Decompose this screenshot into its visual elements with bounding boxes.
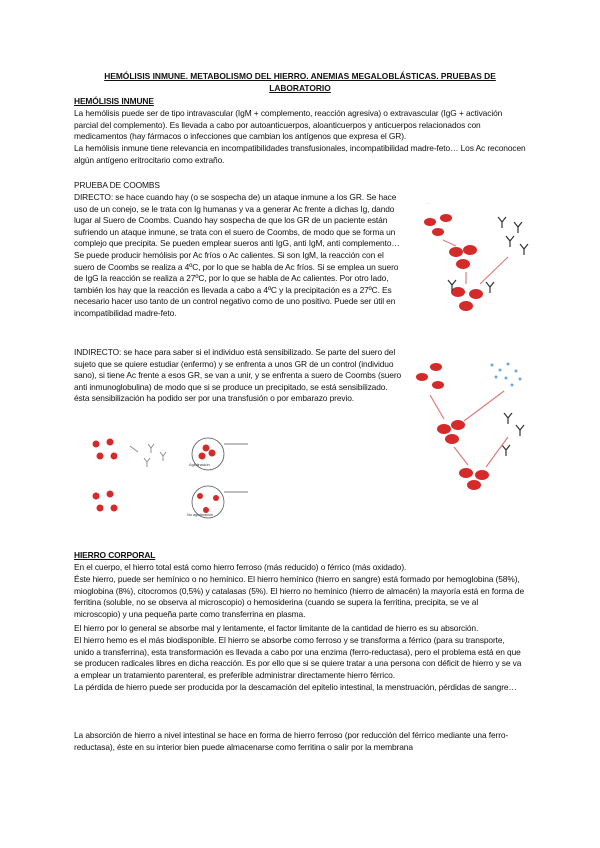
coombs-direct-paragraph: DIRECTO: se hace cuando hay (o se sospecha de) un ataque inmune a los GR. Se hace uso de un conejo, se le trata con Ig humanas y va a generar Ac frente a dichas Ig, dando lugar al Suero de Coombs. Cuando hay sospecha de que los GR de un paciente están sufriendo un ataque inmune, se trata con el suero de Coombs, de modo que se forma un complejo que precipita. Se pueden emplear sueros anti IgG, anti IgM, anti complemento… Se puede producir hemólisis por Ac fríos o Ac calientes. Si son IgM, la reacción con el suero de Coombs se realiza a 4ºC, por lo que se habla de Ac fríos. Si se emplea un suero de IgG la reacción se realiza a 27ºC, por lo que se habla de Ac calientes. Por otro lado, también los hay que la reacción es llevada a cabo a 4ºC y la precipitación es a 27ºC. Es necesario hacer uso tanto de un control negativo como de uno positivo. Puede ser útil en incompatibilidad madre-feto. bbox=[74, 192, 400, 318]
hierro-paragraph-4: El hierro hemo es el más biodisponible. El hierro se absorbe como ferroso y se transforma a férrico (para su transporte, unido a transferrina), esta transformación es llevada a cabo por una enzima (ferro-reductasa), pero el problema está en que se producen radicales libres en dicha reacción. Es por ello que si se quiere tratar a una persona con déficit de hierro y se va a emplear un tratamiento parenteral, es preferible administrar directamente hierro férrico. bbox=[74, 635, 522, 680]
hemolisis-paragraph-1: La hemólisis puede ser de tipo intravascular (IgM + complemento, reacción agresiva) o extravascular (IgG + activación parcial del complemento). Es llevada a cabo por autoanticuerpos, aloanticuerpos y anticuerpos relacionados con medicamentos (hay fármacos o infecciones que cambian los antígenos que expresa el GR). bbox=[74, 108, 503, 142]
hierro-paragraph-3: El hierro por lo general se absorbe mal y lentamente, el factor limitante de la cantidad de hierro es su absorción. bbox=[74, 623, 479, 633]
hemolisis-paragraph-2: La hemólisis inmune tiene relevancia en incompatibilidades transfusionales, incompatibilidad madre-feto… Los Ac reconocen algún antígeno eritrocitario como extraño. bbox=[74, 143, 526, 165]
agglutination-diagram bbox=[88, 432, 268, 542]
section-heading-hemolisis: HEMÓLISIS INMUNE bbox=[74, 96, 154, 106]
indirect-coombs-diagram bbox=[408, 345, 533, 495]
hierro-paragraph-1: En el cuerpo, el hierro total está como hierro ferroso (más reducido) o férrico (más oxidado). bbox=[74, 562, 407, 572]
direct-coombs-diagram bbox=[408, 192, 533, 327]
page-title: HEMÓLISIS INMUNE. METABOLISMO DEL HIERRO. ANEMIAS MEGALOBLÁSTICAS. PRUEBAS DE LABORATORIO bbox=[104, 71, 496, 93]
hierro-paragraph-2: Éste hierro, puede ser hemínico o no hemínico. El hierro hemínico (hierro en sangre) está formado por hemoglobina (58%), mioglobina (8%), citocromos (0,5%) y catalasas (5%). El hierro no hemínico (hierro de almacén) la mayoría está en forma de ferritina (soluble, no se observa al microscopio) o hemosiderina (cuando se supera la ferritina, precipita, se ve al microscopio) y una pequeña parte como transferrina en plasma. bbox=[74, 574, 525, 619]
coombs-indirect-paragraph: INDIRECTO: se hace para saber si el individuo está sensibilizado. Se parte del suero del sujeto que se quiere estudiar (enfermo) y se enfrenta a unos GR de un control (individuo sano), si tiene Ac frente a esos GR, se van a unir, y se enfrenta a suero de Coombs (suero anti inmunoglobulina) de modo que si se produce un precipitado, se está sensibilizado. ésta sensibilización ha podido ser por una transfusión o por embarazo previo. bbox=[74, 347, 402, 404]
section-heading-coombs: PRUEBA DE COOMBS bbox=[74, 180, 160, 190]
svg-text:…: … bbox=[426, 200, 430, 205]
section-heading-hierro: HIERRO CORPORAL bbox=[74, 550, 156, 560]
hierro-paragraph-5: La pérdida de hierro puede ser producida por la descamación del epitelio intestinal, la menstruación, pérdidas de sangre… bbox=[74, 682, 517, 692]
no-agglutination-label: No aglutinación bbox=[187, 512, 214, 517]
agglutination-label: Aglutinación bbox=[189, 462, 210, 467]
hierro-paragraph-6: La absorción de hierro a nivel intestinal se hace en forma de hierro ferroso (por reducción del férrico mediante una ferro-reductasa), éste en su interior bien puede almacenarse como ferritina o salir por la membrana bbox=[74, 730, 509, 752]
